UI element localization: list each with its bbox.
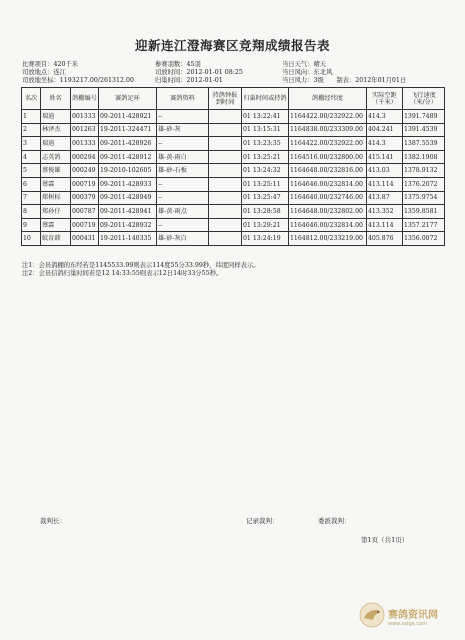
meta-column-left — [22, 61, 134, 86]
table-cell: 1382.1908 — [403, 150, 445, 164]
table-cell: 19-2011-140335 — [99, 232, 157, 246]
column-header: 姓名 — [41, 88, 71, 110]
column-header: 赛鸽足环 — [99, 88, 157, 110]
column-header: 鸽棚编号 — [71, 88, 99, 110]
table-cell — [209, 110, 242, 124]
table-cell: 雄-砂-灰 — [157, 123, 209, 137]
table-row — [22, 123, 445, 137]
table-cell: 414.3 — [367, 137, 403, 151]
column-header: 归巢时间或持鸽 — [242, 88, 289, 110]
column-header: 名次 — [22, 88, 41, 110]
table-cell: -- — [157, 137, 209, 151]
table-cell: 000787 — [71, 205, 99, 219]
table-cell — [209, 177, 242, 191]
table-cell: 1164646.00/232814.00 — [289, 177, 367, 191]
table-cell — [209, 191, 242, 205]
table-body — [22, 110, 445, 246]
table-cell: 01 13:28:58 — [242, 205, 289, 219]
pigeon-logo-icon — [358, 600, 386, 630]
meta-entry-count: 参赛羽数：45羽 — [155, 61, 201, 68]
table-cell: 000249 — [71, 164, 99, 178]
meta-return-time: 归巢时间：2012-01-01 — [155, 77, 223, 85]
table-row — [22, 232, 445, 246]
meta-column-middle — [155, 61, 243, 86]
table-cell: 413.03 — [367, 164, 403, 178]
results-table — [21, 87, 445, 246]
table-cell: 01 13:15:31 — [242, 123, 289, 137]
table-cell: 1378.9132 — [403, 164, 445, 178]
table-cell: 8 — [22, 205, 41, 219]
table-cell — [209, 218, 242, 232]
meta-weather: 当日天气：晴天 — [282, 61, 327, 68]
table-cell: 1164422.00/232922.00 — [289, 137, 367, 151]
table-cell: 郑树标 — [41, 191, 71, 205]
table-cell — [209, 164, 242, 178]
table-cell: 1164516.00/232800.00 — [289, 150, 367, 164]
table-cell — [209, 150, 242, 164]
table-header-row — [22, 88, 445, 110]
table-cell: 19-2011-324471 — [99, 123, 157, 137]
table-row — [22, 205, 445, 219]
table-cell: 01 13:25:47 — [242, 191, 289, 205]
table-cell — [209, 137, 242, 151]
table-cell: 000294 — [71, 150, 99, 164]
table-cell: 1359.8581 — [403, 205, 445, 219]
table-cell: 01 13:24:32 — [242, 164, 289, 178]
report-title: 迎新连江澄海赛区竞翔成绩报告表 — [134, 38, 330, 53]
table-cell: 9 — [22, 218, 41, 232]
table-cell: 01 13:25:11 — [242, 177, 289, 191]
table-cell: 01 13:23:35 — [242, 137, 289, 151]
table-cell: 1375.9754 — [403, 191, 445, 205]
table-cell: 林泽杰 — [41, 123, 71, 137]
column-header: 持鸽钟报到时间 — [209, 88, 242, 110]
table-cell: 1387.5539 — [403, 137, 445, 151]
table-cell: 1391.4539 — [403, 123, 445, 137]
table-cell: -- — [157, 191, 209, 205]
notes — [22, 262, 260, 278]
table-cell: 7 — [22, 191, 41, 205]
table-cell: 10 — [22, 232, 41, 246]
table-cell: 2 — [22, 123, 41, 137]
table-cell — [209, 123, 242, 137]
meta-wind-direction: 当日风向：东北风 — [282, 69, 333, 77]
table-cell: -- — [157, 177, 209, 191]
table-cell — [209, 232, 242, 246]
table-cell: 志英鸽 — [41, 150, 71, 164]
table-cell: 1391.7489 — [403, 110, 445, 124]
table-row — [22, 137, 445, 151]
table-cell: 1164422.00/232922.00 — [289, 110, 367, 124]
table-cell: 09-2011-428932 — [99, 218, 157, 232]
table-row — [22, 191, 445, 205]
column-header: 赛鸽资料 — [157, 88, 209, 110]
table-cell: 瑞迪 — [41, 110, 71, 124]
table-cell — [209, 205, 242, 219]
meta-release-location: 司放地点：连江 — [22, 69, 67, 77]
table-cell: 404.241 — [367, 123, 403, 137]
column-header: 飞行速度（米/分） — [403, 88, 445, 110]
table-cell: 1164640.00/232746.00 — [289, 191, 367, 205]
table-row — [22, 177, 445, 191]
table-cell: 01 13:22:41 — [242, 110, 289, 124]
table-cell: 413.114 — [367, 218, 403, 232]
appointed-referee-signature: 委派裁判： — [318, 517, 351, 525]
table-cell: 雄-砂-灰白 — [157, 232, 209, 246]
meta-release-coordinates: 司放地坐标：1193217.00/261312.00 — [22, 77, 135, 85]
table-cell: 蔡俊雄 — [41, 164, 71, 178]
table-cell: 000379 — [71, 191, 99, 205]
table-cell: 413.114 — [367, 177, 403, 191]
table-cell: 09-2011-428941 — [99, 205, 157, 219]
table-cell: 01 13:29:21 — [242, 218, 289, 232]
table-cell: 09-2011-428926 — [99, 137, 157, 151]
table-cell: 1357.2177 — [403, 218, 445, 232]
table-cell: 09-2011-428912 — [99, 150, 157, 164]
record-referee-signature: 记录裁判： — [246, 517, 279, 525]
table-row — [22, 110, 445, 124]
table-cell: 405.876 — [367, 232, 403, 246]
table-cell: 4 — [22, 150, 41, 164]
table-cell: 1164812.00/233219.00 — [289, 232, 367, 246]
table-cell: 415.141 — [367, 150, 403, 164]
table-cell: 413.87 — [367, 191, 403, 205]
table-cell: 蔡霖 — [41, 218, 71, 232]
table-cell: 1164646.00/232814.00 — [289, 218, 367, 232]
table-row — [22, 164, 445, 178]
table-cell: -- — [157, 218, 209, 232]
note-1: 注1：会员鸽棚的东经若是1145533.99则表示114度55分33.99秒，纬度同样表示。 — [22, 262, 260, 269]
table-cell: 蔡霖 — [41, 177, 71, 191]
column-header: 实际空距（千米） — [367, 88, 403, 110]
table-cell: 414.3 — [367, 110, 403, 124]
table-cell: 1376.2072 — [403, 177, 445, 191]
table-cell: 1164648.00/232816.00 — [289, 164, 367, 178]
chief-referee-signature: 裁判长： — [40, 517, 66, 525]
table-cell: 001333 — [71, 110, 99, 124]
meta-wind-force-and-date: 当日风力：3级 制表：2012年01月01日 — [282, 77, 407, 85]
table-cell: 01 13:25:21 — [242, 150, 289, 164]
table-cell: 雄-砂-石板 — [157, 164, 209, 178]
note-2: 注2：会员信鸽归巢时间若是12 14:33:55则表示12日14时33分55秒。 — [22, 270, 223, 278]
table-cell: 1 — [22, 110, 41, 124]
table-cell: 000431 — [71, 232, 99, 246]
table-cell: 09-2011-428949 — [99, 191, 157, 205]
table-cell: 雄-黄-雨点 — [157, 205, 209, 219]
column-header: 鸽棚经纬度 — [289, 88, 367, 110]
table-cell: 413.352 — [367, 205, 403, 219]
table-cell: 1164838.00/233309.00 — [289, 123, 367, 137]
meta-column-right — [282, 61, 406, 86]
table-cell: 09-2011-428921 — [99, 110, 157, 124]
watermark — [358, 600, 458, 634]
watermark-text: 赛鸽资讯网 — [388, 610, 438, 621]
meta-release-time: 司放时间：2012-01-01 08:25 — [155, 69, 243, 77]
table-cell: 雄-黄-雨白 — [157, 150, 209, 164]
table-cell: 001333 — [71, 137, 99, 151]
table-cell: 1164648.00/232802.00 — [289, 205, 367, 219]
table-cell: 6 — [22, 177, 41, 191]
table-cell: -- — [157, 110, 209, 124]
table-cell: 1356.0072 — [403, 232, 445, 246]
table-cell: 瑞迪 — [41, 137, 71, 151]
table-row — [22, 150, 445, 164]
table-cell: 5 — [22, 164, 41, 178]
table-cell: 000719 — [71, 177, 99, 191]
table-row — [22, 218, 445, 232]
table-cell: 09-2011-428933 — [99, 177, 157, 191]
table-cell: 19-2010-102605 — [99, 164, 157, 178]
page-number: 第1页（共1页） — [361, 536, 409, 544]
table-cell: 000719 — [71, 218, 99, 232]
table-cell: 郑孙仔 — [41, 205, 71, 219]
table-cell: 001263 — [71, 123, 99, 137]
meta-race-item: 比赛项目：420千米 — [22, 61, 79, 68]
table-cell: 蚊育韩 — [41, 232, 71, 246]
table-cell: 01 13:24:19 — [242, 232, 289, 246]
table-cell: 3 — [22, 137, 41, 151]
watermark-url: www.saige.com — [388, 621, 427, 627]
